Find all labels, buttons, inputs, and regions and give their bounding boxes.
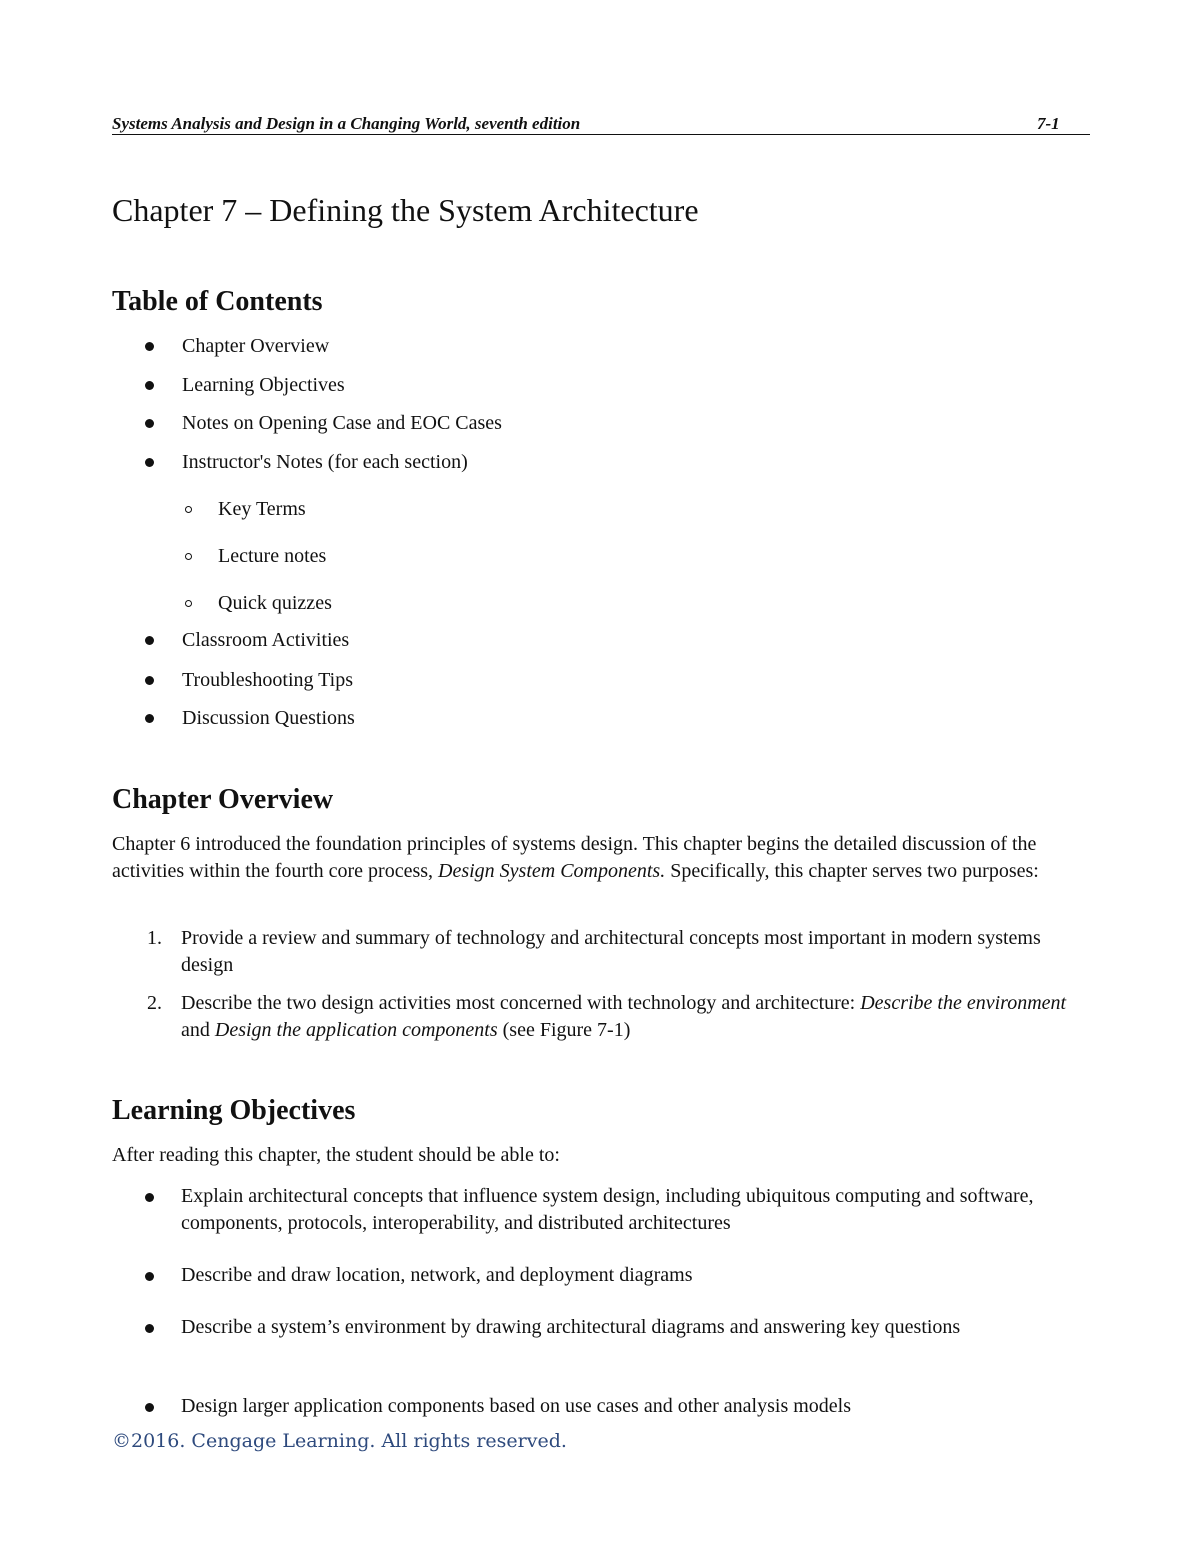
bullet-icon bbox=[145, 676, 154, 685]
bullet-icon bbox=[145, 1272, 154, 1281]
bullet-icon bbox=[145, 458, 154, 467]
toc-heading: Table of Contents bbox=[112, 286, 323, 317]
running-header bbox=[112, 112, 1090, 135]
circle-bullet-icon bbox=[185, 600, 192, 607]
header-book-title: Systems Analysis and Design in a Changing World, seventh edition bbox=[112, 114, 581, 133]
bullet-icon bbox=[145, 1193, 154, 1202]
bullet-icon bbox=[145, 1403, 154, 1412]
bullet-icon bbox=[145, 636, 154, 645]
header-page-number: 7-1 bbox=[1037, 114, 1060, 133]
chapter-title: Chapter 7 – Defining the System Architecture bbox=[112, 192, 699, 228]
objectives-heading: Learning Objectives bbox=[112, 1095, 356, 1126]
bullet-icon bbox=[145, 714, 154, 723]
bullet-icon bbox=[145, 342, 154, 351]
bullet-icon bbox=[145, 1324, 154, 1333]
overview-heading: Chapter Overview bbox=[112, 784, 334, 815]
objectives-intro: After reading this chapter, the student should be able to: bbox=[112, 1144, 560, 1166]
circle-bullet-icon bbox=[185, 553, 192, 560]
overview-paragraph: Chapter 6 introduced the foundation principles of systems design. This chapter begins the detailed discussion of the activities within the fourth core process, Design System Components. Specifically, this chapter serves two purposes: bbox=[112, 833, 1039, 882]
document-page: Systems Analysis and Design in a Changing World, seventh edition 7-1 Chapter 7 – Defining the System Architecture Table of Contents Chapter Overview Learning Objectives Notes on Opening Case and EOC Cases Instructor's Notes (for each section) Key Terms Lecture notes Quick quizzes Classroom Activities Troubleshooting Tips Discussion Questions Chapter Overview Chapter 6 introduced the foundation principles of systems design. This chapter begins the detailed discussion of the activities within the fourth core process, Design System Components. Specifically, this chapter serves two purposes: 1. Provide a review and summary of technology and architectural concepts most important in modern systems design 2. Describe the two design activities most concerned with technology and architecture: Describe the environment and Design the application components (see Figure 7-1) Learning Objectives After reading this chapter, the student should be able to: Explain architectural concepts that influence system design, including ubiquitous computing and software, components, protocols, interoperability, and distributed architectures Describe and draw location, network, and deployment diagrams Describe a system’s environment by drawing architectural diagrams and answering key questions Design larger application components based on use cases and other analysis models ©2016. Cengage Learning. All rights reserved. bbox=[0, 0, 1200, 1553]
bullet-icon bbox=[145, 419, 154, 428]
bullet-icon bbox=[145, 381, 154, 390]
circle-bullet-icon bbox=[185, 506, 192, 513]
copyright-footer: ©2016. Cengage Learning. All rights reserved. bbox=[112, 1430, 567, 1452]
